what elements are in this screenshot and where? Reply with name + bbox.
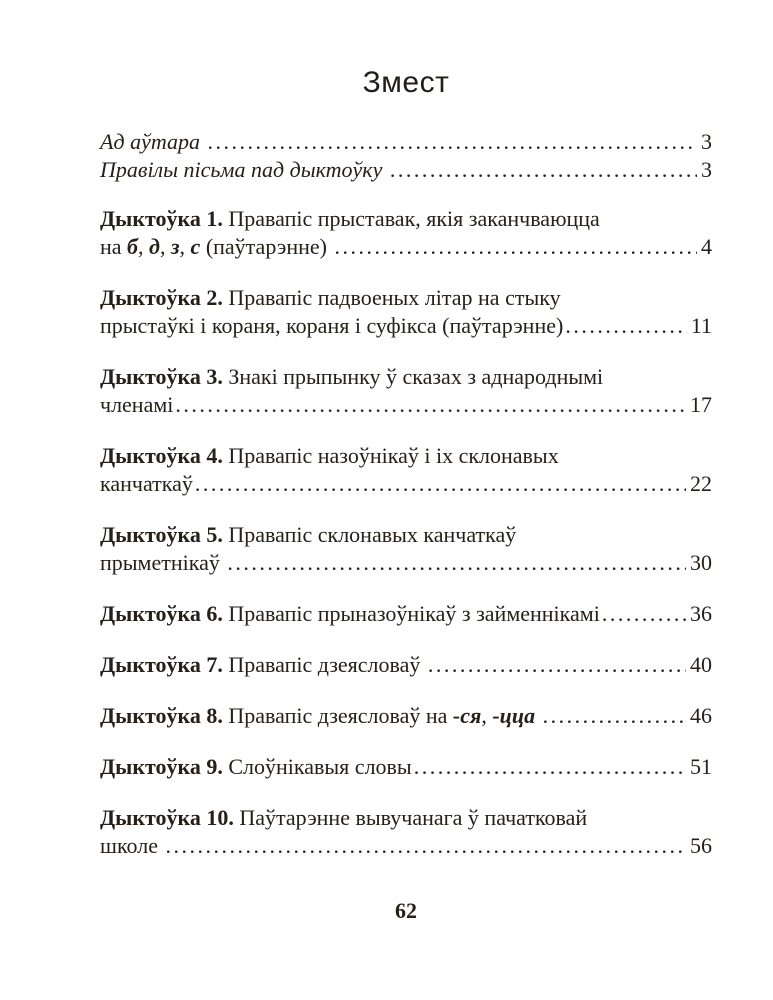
toc-line [100, 233, 712, 261]
toc-text-run: з [170, 234, 180, 259]
toc-text-run: Дыктоўка 7. [100, 652, 223, 677]
dot-leader [426, 651, 686, 679]
toc-text-run: (паўтарэнне) [200, 234, 333, 259]
toc-text-run: прыметнікаў [100, 550, 226, 575]
dot-leader [541, 702, 686, 730]
toc-entry [100, 651, 712, 679]
toc-line [100, 832, 712, 860]
toc-line [100, 205, 712, 233]
toc-text-run: Правапіс дзеясловаў [222, 652, 426, 677]
toc-text-run: Дыктоўка 1. [100, 206, 223, 231]
toc-line [100, 521, 712, 549]
toc-page-number: 11 [690, 313, 712, 338]
toc-entry [100, 156, 712, 184]
toc-text-run: Дыктоўка 8. [100, 703, 223, 728]
toc-entry [100, 205, 712, 261]
toc-entry [100, 804, 712, 860]
dot-leader [388, 156, 697, 184]
toc-page-number: 40 [690, 652, 712, 677]
toc-text-run: Дыктоўка 2. [100, 285, 223, 310]
dot-leader [412, 753, 686, 781]
toc-text-run: Знакі прыпынку ў сказах з аднароднымі [222, 364, 604, 389]
toc-text-run: , [481, 703, 493, 728]
toc-page-number: 22 [690, 471, 712, 496]
toc-text-run: -ся [452, 703, 482, 728]
toc-line [100, 702, 712, 730]
toc-text-run: б [127, 234, 139, 259]
toc-text-run: канчаткаў [100, 471, 193, 496]
toc-entry [100, 753, 712, 781]
toc-text-run: Правілы пісьма пад дыктоўку [100, 157, 388, 182]
toc-entry [100, 702, 712, 730]
toc-page-number: 17 [690, 392, 712, 417]
toc-line [100, 156, 712, 184]
toc-text-run: на [100, 234, 128, 259]
toc-line [100, 128, 712, 156]
toc-line [100, 549, 712, 577]
toc-line [100, 753, 712, 781]
toc-text-run: Слоўнікавыя словы [222, 754, 412, 779]
dot-leader [332, 233, 697, 261]
toc-line [100, 312, 712, 340]
dot-leader [193, 470, 686, 498]
toc-text-run: -цца [492, 703, 536, 728]
front-matter [100, 128, 712, 184]
page-number: 62 [395, 898, 417, 923]
toc-page-number: 36 [690, 601, 712, 626]
dot-leader [173, 391, 686, 419]
toc-text-run: , [179, 234, 191, 259]
toc-text-run: Ад аўтара [100, 129, 206, 154]
dot-leader [563, 312, 686, 340]
toc-entry [100, 363, 712, 419]
toc-page-number: 51 [690, 754, 712, 779]
dot-leader [600, 600, 686, 628]
toc-text-run: Дыктоўка 4. [100, 443, 223, 468]
page-number-footer [100, 898, 712, 924]
toc-entry [100, 128, 712, 156]
toc-page-number: 46 [690, 703, 712, 728]
page-title: Змест [362, 66, 450, 99]
toc-line [100, 363, 712, 391]
dot-leader [206, 128, 698, 156]
toc-text-run: Дыктоўка 9. [100, 754, 223, 779]
toc-text-run: Правапіс дзеясловаў на [222, 703, 453, 728]
toc-text-run: Паўтарэнне вывучанага ў пачатковай [233, 805, 588, 830]
toc-text-run: прыстаўкі і кораня, кораня і суфікса (паўтарэнне) [100, 313, 564, 338]
toc-text-run: , [159, 234, 171, 259]
entries [100, 205, 712, 860]
toc-text-run: Правапіс склонавых канчаткаў [222, 522, 517, 547]
toc-entry [100, 284, 712, 340]
toc-line [100, 442, 712, 470]
toc-text-run: школе [100, 833, 164, 858]
toc-line [100, 804, 712, 832]
toc-page-number: 4 [701, 234, 712, 259]
dot-leader [225, 549, 686, 577]
toc-text-run: Правапіс назоўнікаў і іх склонавых [222, 443, 559, 468]
toc-text-run: Дыктоўка 10. [100, 805, 234, 830]
toc-text-run: Дыктоўка 5. [100, 522, 223, 547]
toc-page-number: 3 [701, 157, 712, 182]
toc-entry [100, 442, 712, 498]
toc-text-run: Правапіс прыназоўнікаў з займеннікамі [222, 601, 600, 626]
toc-text-run: Дыктоўка 3. [100, 364, 223, 389]
toc-entry [100, 521, 712, 577]
toc-line [100, 284, 712, 312]
toc-text-run: Дыктоўка 6. [100, 601, 223, 626]
toc-line [100, 470, 712, 498]
toc-page-number: 3 [701, 129, 712, 154]
toc-page-number: 30 [690, 550, 712, 575]
toc-text-run: с [190, 234, 201, 259]
toc-page-number: 56 [690, 833, 712, 858]
dot-leader [163, 832, 686, 860]
toc-line [100, 391, 712, 419]
toc-text-run: членамі [100, 392, 174, 417]
toc-line [100, 600, 712, 628]
toc-entry [100, 600, 712, 628]
toc-line [100, 651, 712, 679]
toc-text-run: д [149, 234, 160, 259]
toc-text-run: , [138, 234, 150, 259]
toc-text-run: Правапіс прыставак, якія заканчваюцца [222, 206, 600, 231]
toc-text-run: Правапіс падвоеных літар на стыку [222, 285, 561, 310]
